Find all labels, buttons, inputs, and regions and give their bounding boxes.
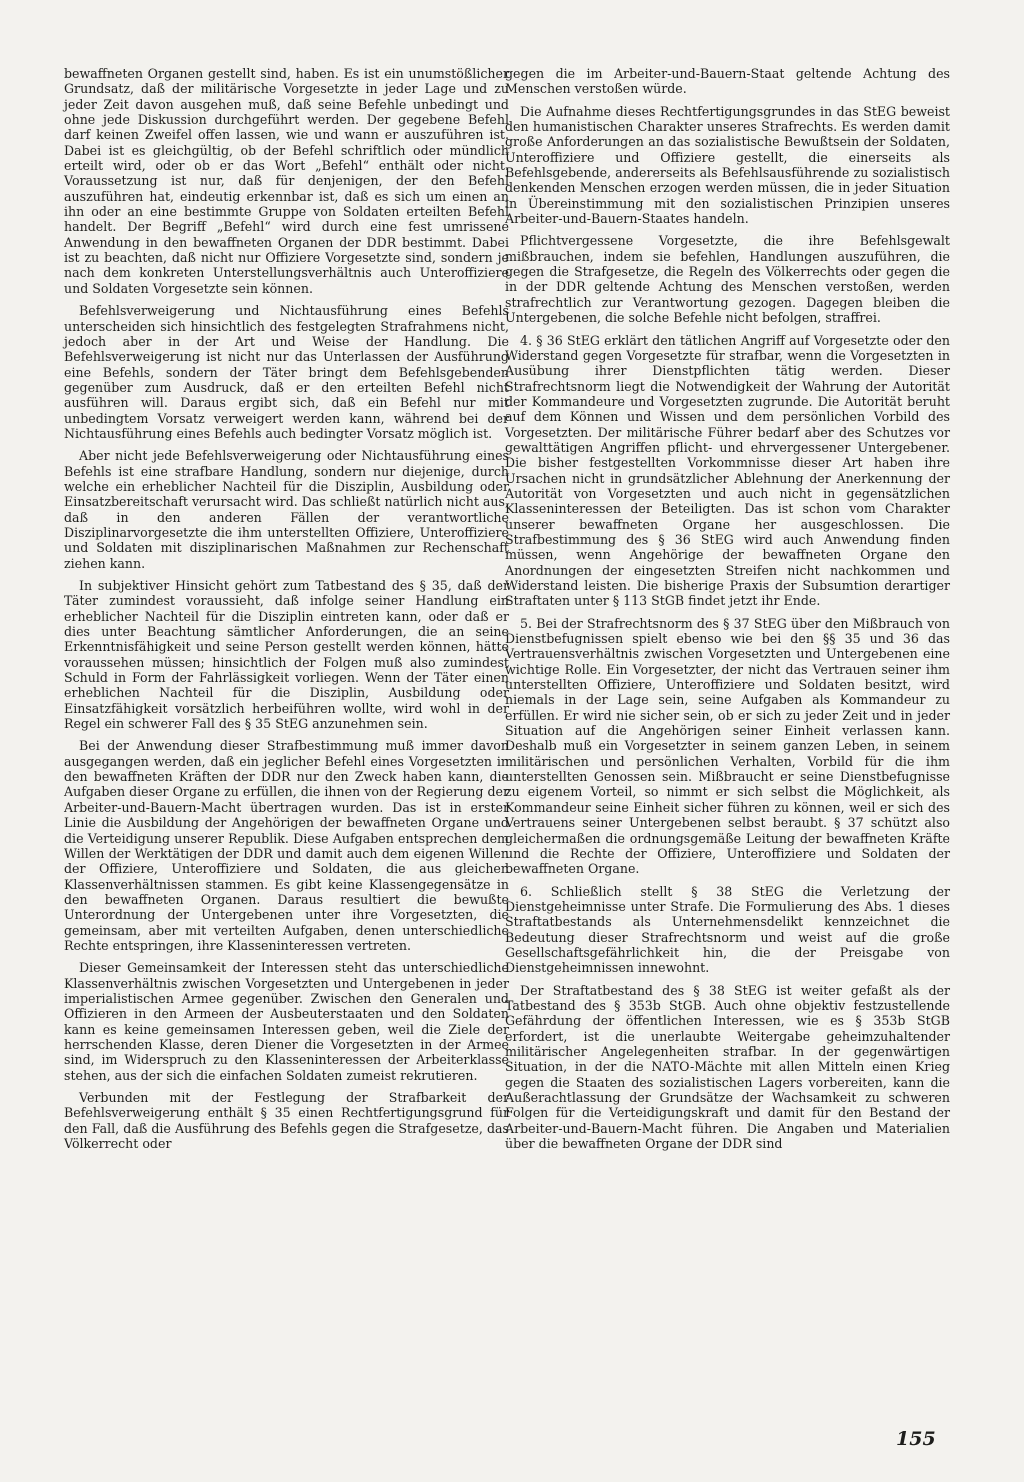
paragraph: Der Straftatbestand des § 38 StEG ist weiter gefaßt als der Tatbestand des § 353b StGB. Auch ohne objektiv festzustellende Gefährdung der öffentlichen Interessen, wie es § 353b StGB erfordert, ist die unerlaubte Weitergabe geheimzuhaltender militärischer Angelegenheiten strafbar. In der gegenwärtigen Situation, in der die NATO-Mächte mit allen Mitteln einen Krieg gegen die Staaten des sozialistischen Lagers vorbereiten, kann die Außerachtlassung der Grundsätze der Wachsamkeit zu schweren Folgen für die Verteidigungskraft und damit für den Bestand der Arbeiter-und-Bauern-Macht führen. Die Angaben und Materialien über die bewaffneten Organe der DDR sind (505, 982, 950, 1152)
page-number: 155 (896, 1428, 936, 1450)
paragraph: 5. Bei der Strafrechtsnorm des § 37 StEG über den Mißbrauch von Dienstbefugnissen spielt ebenso wie bei den §§ 35 und 36 das Vertrauensverhältnis zwischen Vorgesetzten und Untergebenen eine wichtige Rolle. Ein Vorgesetzter, der nicht das Vertrauen seiner ihm unterstellten Offiziere, Unteroffiziere und Soldaten besitzt, wird niemals in der Lage sein, seine Aufgaben als Kommandeur zu erfüllen. Er wird nie sicher sein, ob er sich zu jeder Zeit und in jeder Situation auf die Angehörigen seiner Einheit verlassen kann. Deshalb muß ein Vorgesetzter in seinem ganzen Leben, in seinem militärischen und persönlichen Verhalten, Vorbild für die ihm unterstellten Genossen sein. Mißbraucht er seine Dienstbefugnisse zu eigenem Vorteil, so nimmt er sich selbst die Möglichkeit, als Kommandeur seine Einheit sicher führen zu können, weil er sich des Vertrauens seiner Untergebenen selbst beraubt. § 37 schützt also gleichermaßen die ordnungsgemäße Leitung der bewaffneten Kräfte und die Rechte der Offiziere, Unteroffiziere und Soldaten der bewaffneten Organe. (505, 615, 950, 877)
paragraph: gegen die im Arbeiter-und-Bauern-Staat geltende Achtung des Menschen verstoßen würde. (505, 66, 950, 97)
right-text-column (505, 66, 950, 1158)
paragraph: Verbunden mit der Festlegung der Strafbarkeit der Befehlsverweigerung enthält § 35 einen Rechtfertigungsgrund für den Fall, daß die Ausführung des Befehls gegen die Strafgesetze, das Völkerrecht oder (64, 1090, 509, 1152)
paragraph: Pflichtvergessene Vorgesetzte, die ihre Befehlsgewalt mißbrauchen, indem sie befehlen, Handlungen auszuführen, die gegen die Strafgesetze, die Regeln des Völkerrechts oder gegen die in der DDR geltende Achtung des Menschen verstoßen, werden strafrechtlich zur Verantwortung gezogen. Dagegen bleiben die Untergebenen, die solche Befehle nicht befolgen, straffrei. (505, 233, 950, 326)
left-text-column (64, 66, 509, 1158)
paragraph: Die Aufnahme dieses Rechtfertigungsgrundes in das StEG beweist den humanistischen Charakter unseres Strafrechts. Es werden damit große Anforderungen an das sozialistische Bewußtsein der Soldaten, Unteroffiziere und Offiziere gestellt, die einerseits als Befehlsgebende, andererseits als Befehlsausführende zu sozialistisch denkenden Menschen erzogen werden müssen, die in jeder Situation in Übereinstimmung mit den sozialistischen Prinzipien unseres Arbeiter-und-Bauern-Staates handeln. (505, 103, 950, 227)
paragraph: In subjektiver Hinsicht gehört zum Tatbestand des § 35, daß der Täter zumindest voraussieht, daß infolge seiner Handlung ein erheblicher Nachteil für die Disziplin eintreten kann, oder daß er dies unter Beachtung sämtlicher Anforderungen, die an seine Erkenntnisfähigkeit und seine Person gestellt werden können, hätte voraussehen müssen; hinsichtlich der Folgen muß also zumindest Schuld in Form der Fahrlässigkeit vorliegen. Wenn der Täter einen erheblichen Nachteil für die Disziplin, Ausbildung oder Einsatzfähigkeit vorsätzlich herbeiführen wollte, wird wohl in der Regel ein schwerer Fall des § 35 StEG anzunehmen sein. (64, 578, 509, 732)
paragraph: 6. Schließlich stellt § 38 StEG die Verletzung der Dienstgeheimnisse unter Strafe. Die Formulierung des Abs. 1 dieses Straftatbestands als Unternehmensdelikt kennzeichnet die Bedeutung dieser Strafrechtsnorm und weist auf die große Gesellschaftsgefährlichkeit hin, die der Preisgabe von Dienstgeheimnissen innewohnt. (505, 883, 950, 976)
paragraph: Bei der Anwendung dieser Strafbestimmung muß immer davon ausgegangen werden, daß ein jeglicher Befehl eines Vorgesetzten in den bewaffneten Kräften der DDR nur den Zweck haben kann, die Aufgaben dieser Organe zu erfüllen, die ihnen von der Regierung der Arbeiter-und-Bauern-Macht übertragen wurden. Das ist in erster Linie die Ausbildung der Angehörigen der bewaffneten Organe und die Verteidigung unserer Republik. Diese Aufgaben entsprechen dem Willen der Werktätigen der DDR und damit auch dem eigenen Willen der Offiziere, Unteroffiziere und Soldaten, die aus gleichen Klassenverhältnissen stammen. Es gibt keine Klassengegensätze in den bewaffneten Organen. Daraus resultiert die bewußte Unterordnung der Untergebenen unter ihre Vorgesetzten, die gemeinsam, aber mit verteilten Aufgaben, denen unterschiedliche Rechte entspringen, ihre Klasseninteressen vertreten. (64, 738, 509, 953)
paragraph: bewaffneten Organen gestellt sind, haben. Es ist ein unumstößlicher Grundsatz, daß der militärische Vorgesetzte in jeder Lage und zu jeder Zeit davon ausgehen muß, daß seine Befehle unbedingt und ohne jede Diskussion durchgeführt werden. Der gegebene Befehl darf keinen Zweifel offen lassen, wie und wann er auszuführen ist. Dabei ist es gleichgültig, ob der Befehl schriftlich oder mündlich erteilt wird, oder ob er das Wort „Befehl“ enthält oder nicht. Voraussetzung ist nur, daß für denjenigen, der den Befehl auszuführen hat, eindeutig erkennbar ist, daß es sich um einen an ihn oder an eine bestimmte Gruppe von Soldaten erteilten Befehl handelt. Der Begriff „Befehl“ wird durch eine fest umrissene Anwendung in den bewaffneten Organen der DDR bestimmt. Dabei ist zu beachten, daß nicht nur Offiziere Vorgesetzte sind, sondern je nach dem konkreten Unterstellungsverhältnis auch Unteroffiziere und Soldaten Vorgesetzte sein können. (64, 66, 509, 296)
paragraph: Aber nicht jede Befehlsverweigerung oder Nichtausführung eines Befehls ist eine strafbare Handlung, sondern nur diejenige, durch welche ein erheblicher Nachteil für die Disziplin, Ausbildung oder Einsatzbereitschaft verursacht wird. Das schließt natürlich nicht aus, daß in den anderen Fällen der verantwortliche Disziplinarvorgesetzte die ihm unterstellten Offiziere, Unteroffiziere und Soldaten mit disziplinarischen Maßnahmen zur Rechenschaft ziehen kann. (64, 448, 509, 571)
paragraph: 4. § 36 StEG erklärt den tätlichen Angriff auf Vorgesetzte oder den Widerstand gegen Vorgesetzte für strafbar, wenn die Vorgesetzten in Ausübung ihrer Dienstpflichten tätig werden. Dieser Strafrechtsnorm liegt die Notwendigkeit der Wahrung der Autorität der Kommandeure und Vorgesetzten zugrunde. Die Autorität beruht auf dem Können und Wissen und dem persönlichen Vorbild des Vorgesetzten. Der militärische Führer bedarf aber des Schutzes vor gewalttätigen Angriffen pflicht- und ehrvergessener Untergebener. Die bisher festgestellten Vorkommnisse dieser Art haben ihre Ursachen nicht in grundsätzlicher Ablehnung der Anerkennung der Autorität von Vorgesetzten und auch nicht in gegensätzlichen Klasseninteressen der Beteiligten. Das ist schon vom Charakter unserer bewaffneten Organe her ausgeschlossen. Die Strafbestimmung des § 36 StEG wird auch Anwendung finden müssen, wenn Angehörige der bewaffneten Organe den Anordnungen der eingesetzten Streifen nicht nachkommen und Widerstand leisten. Die bisherige Praxis der Subsumtion derartiger Straftaten unter § 113 StGB findet jetzt ihr Ende. (505, 332, 950, 609)
paragraph: Befehlsverweigerung und Nichtausführung eines Befehls unterscheiden sich hinsichtlich des festgelegten Strafrahmens nicht, jedoch aber in der Art und Weise der Handlung. Die Befehlsverweigerung ist nicht nur das Unterlassen der Ausführung eine Befehls, sondern der Täter bringt dem Befehlsgebenden gegenüber zum Ausdruck, daß er den erteilten Befehl nicht ausführen will. Daraus ergibt sich, daß ein Befehl nur mit unbedingtem Vorsatz verweigert werden kann, während bei der Nichtausführung eines Befehls auch bedingter Vorsatz möglich ist. (64, 303, 509, 441)
paragraph: Dieser Gemeinsamkeit der Interessen steht das unterschiedliche Klassenverhältnis zwischen Vorgesetzten und Untergebenen in jeder imperialistischen Armee gegenüber. Zwischen den Generalen und Offizieren in den Armeen der Ausbeuterstaaten und den Soldaten kann es keine gemeinsamen Interessen geben, weil die Ziele der herrschenden Klasse, deren Diener die Vorgesetzten in der Armee sind, im Widerspruch zu den Klasseninteressen der Arbeiterklasse stehen, aus der sich die einfachen Soldaten zumeist rekrutieren. (64, 960, 509, 1083)
